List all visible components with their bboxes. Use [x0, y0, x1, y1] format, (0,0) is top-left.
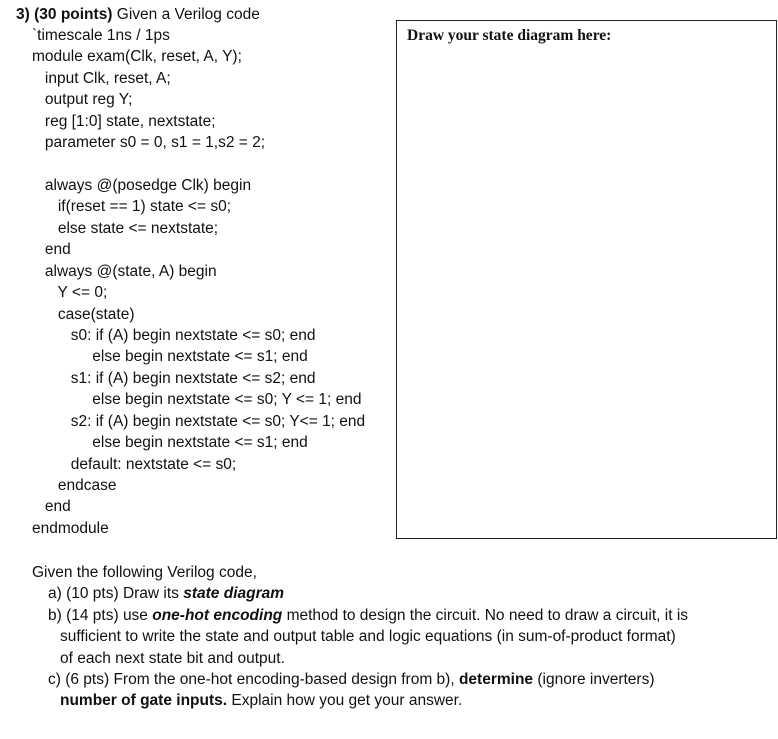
question-header [16, 4, 260, 25]
code-line: end [32, 241, 71, 258]
code-line: case(state) [32, 306, 135, 323]
question-a-prefix: a) (10 pts) Draw its [48, 585, 184, 602]
code-line: always @(posedge Clk) begin [32, 177, 252, 194]
question-c [48, 669, 655, 690]
question-b-line2: sufficient to write the state and output table and logic equations (in sum-of-product format) [60, 628, 676, 645]
question-b-emphasis: one-hot encoding [152, 607, 283, 624]
code-line: else state <= nextstate; [32, 220, 219, 237]
code-line: s0: if (A) begin nextstate <= s0; end [32, 327, 316, 344]
code-line: end [32, 498, 71, 515]
code-line: input Clk, reset, A; [32, 70, 171, 87]
code-line: parameter s0 = 0, s1 = 1,s2 = 2; [32, 134, 266, 151]
question-c-emphasis-2: number of gate inputs. [60, 692, 228, 709]
question-c-prefix: c) (6 pts) From the one-hot encoding-based design from b), [48, 671, 459, 688]
question-c-text: (ignore inverters) [533, 671, 655, 688]
questions-intro: Given the following Verilog code, [32, 564, 257, 581]
code-line: else begin nextstate <= s1; end [32, 434, 308, 451]
state-diagram-box-title: Draw your state diagram here: [407, 27, 612, 44]
code-line: else begin nextstate <= s1; end [32, 348, 308, 365]
code-line: else begin nextstate <= s0; Y <= 1; end [32, 391, 362, 408]
code-line: `timescale 1ns / 1ps [32, 27, 170, 44]
question-c-line2 [60, 690, 462, 711]
code-line: always @(state, A) begin [32, 263, 217, 280]
code-line: reg [1:0] state, nextstate; [32, 113, 216, 130]
code-line: default: nextstate <= s0; [32, 456, 237, 473]
question-number: 3) [16, 6, 30, 23]
code-line: Y <= 0; [32, 284, 108, 301]
question-b-text: method to design the circuit. No need to draw a circuit, it is [282, 607, 689, 624]
question-b [48, 605, 688, 626]
question-a-emphasis: state diagram [183, 585, 285, 602]
state-diagram-box[interactable] [396, 20, 777, 539]
question-intro: Given a Verilog code [112, 6, 260, 23]
question-c-emphasis: determine [458, 671, 534, 688]
question-b-line3: of each next state bit and output. [60, 650, 285, 667]
code-line: if(reset == 1) state <= s0; [32, 198, 232, 215]
code-line: s2: if (A) begin nextstate <= s0; Y<= 1; end [32, 413, 366, 430]
question-points: (30 points) [34, 6, 113, 23]
question-a [48, 583, 284, 604]
code-line: output reg Y; [32, 91, 133, 108]
code-line: endcase [32, 477, 117, 494]
code-line: module exam(Clk, reset, A, Y); [32, 48, 242, 65]
question-b-prefix: b) (14 pts) use [48, 607, 153, 624]
code-line: endmodule [32, 520, 109, 537]
code-line: s1: if (A) begin nextstate <= s2; end [32, 370, 316, 387]
question-c-text-2: Explain how you get your answer. [227, 692, 463, 709]
